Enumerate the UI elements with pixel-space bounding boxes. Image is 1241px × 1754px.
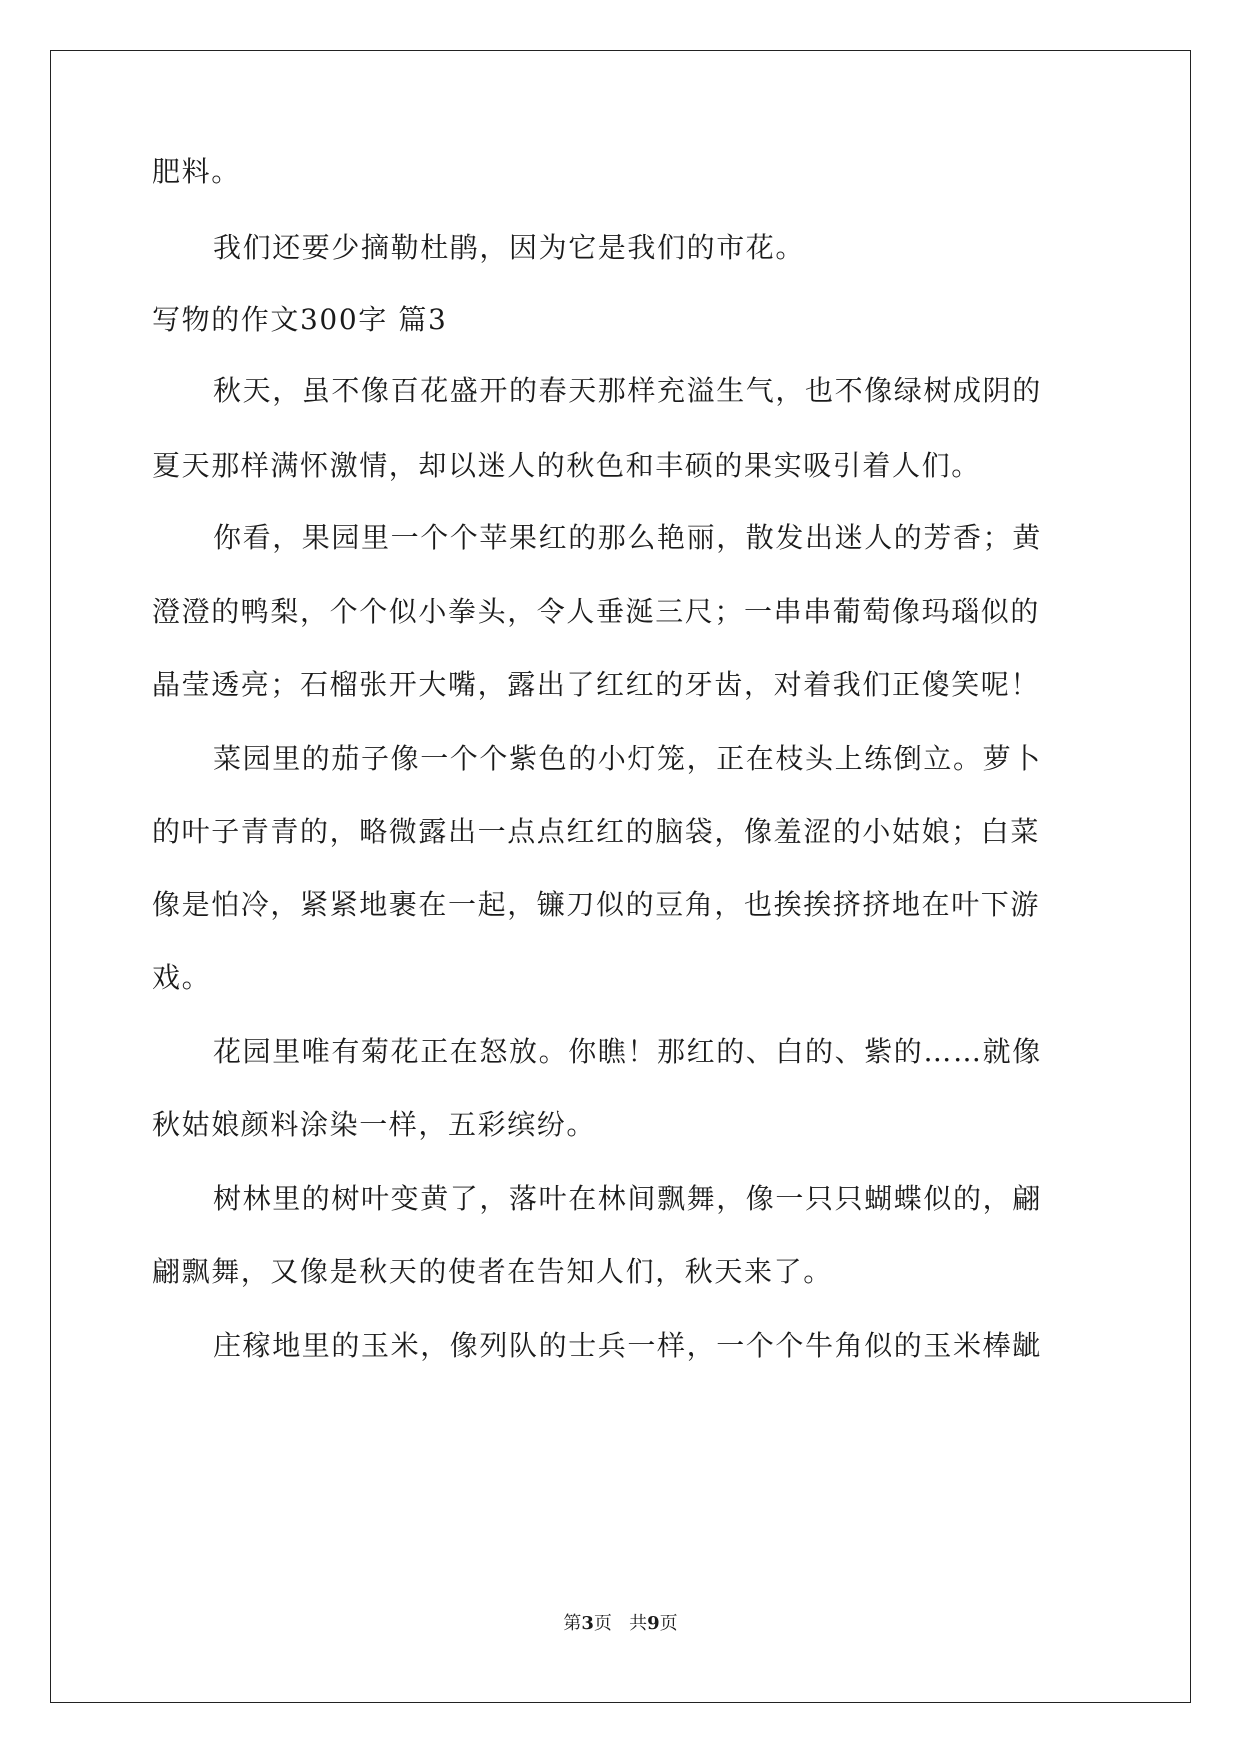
- text-line: 树林里的树叶变黄了，落叶在林间飘舞，像一只只蝴蝶似的，翩: [213, 1182, 1042, 1215]
- text-line: 晶莹透亮；石榴张开大嘴，露出了红红的牙齿，对着我们正傻笑呢！: [152, 668, 1041, 701]
- text-line: 我们还要少摘勒杜鹃，因为它是我们的市花。: [213, 231, 806, 264]
- footer-suffix: 页: [659, 1613, 678, 1634]
- text-line: 的叶子青青的，略微露出一点点红红的脑袋，像羞涩的小姑娘；白菜: [152, 815, 1041, 848]
- page-border: [50, 50, 1191, 1703]
- text-line: 庄稼地里的玉米，像列队的士兵一样，一个个牛角似的玉米棒龇: [213, 1329, 1042, 1362]
- text-line: 澄澄的鸭梨，个个似小拳头，令人垂涎三尺；一串串葡萄像玛瑙似的: [152, 595, 1041, 628]
- text-line: 菜园里的茄子像一个个紫色的小灯笼，正在枝头上练倒立。萝卜: [213, 742, 1042, 775]
- footer-prefix: 第: [563, 1613, 582, 1634]
- section-heading: 写物的作文300字 篇3: [152, 303, 448, 336]
- text-line: 秋姑娘颜料涂染一样，五彩缤纷。: [152, 1108, 597, 1141]
- text-line: 花园里唯有菊花正在怒放。你瞧！那红的、白的、紫的……就像: [213, 1035, 1042, 1068]
- page-footer: [0, 1612, 1241, 1636]
- text-line: 夏天那样满怀激情，却以迷人的秋色和丰硕的果实吸引着人们。: [152, 449, 981, 482]
- current-page-number: 3: [581, 1613, 594, 1634]
- footer-middle: 页 共: [593, 1613, 648, 1634]
- text-line: 像是怕冷，紧紧地裹在一起，镰刀似的豆角，也挨挨挤挤地在叶下游: [152, 888, 1041, 921]
- text-line: 翩飘舞，又像是秋天的使者在告知人们，秋天来了。: [152, 1255, 833, 1288]
- text-line: 肥料。: [152, 155, 241, 188]
- text-line: 你看，果园里一个个苹果红的那么艳丽，散发出迷人的芳香；黄: [213, 521, 1042, 554]
- text-line: 秋天，虽不像百花盛开的春天那样充溢生气，也不像绿树成阴的: [213, 374, 1042, 407]
- text-line: 戏。: [152, 961, 212, 994]
- total-page-number: 9: [647, 1613, 660, 1634]
